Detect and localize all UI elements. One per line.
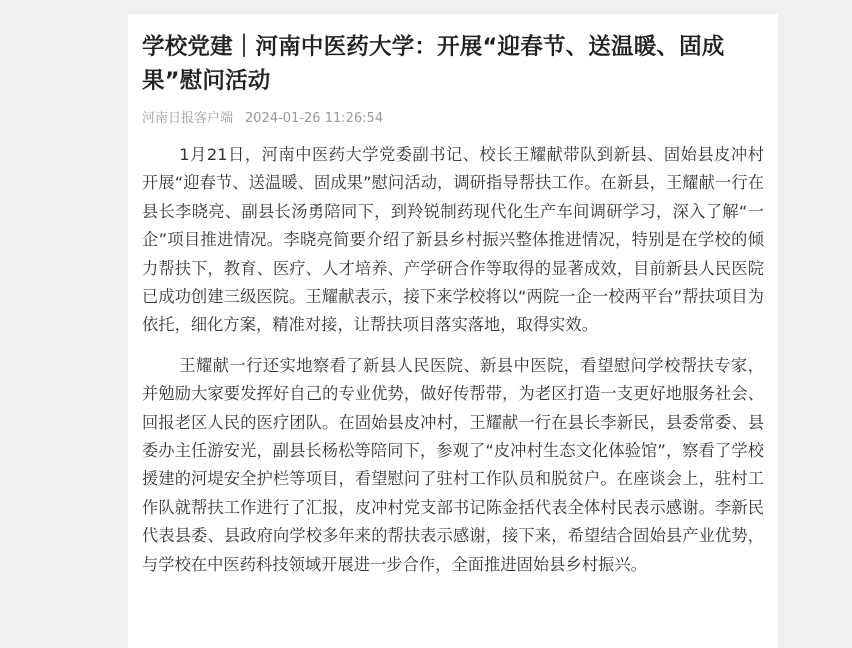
article-body xyxy=(142,141,764,579)
article-card xyxy=(128,14,778,648)
article-meta xyxy=(142,110,764,128)
article-date: 2024-01-26 11:26:54 xyxy=(245,111,384,126)
article-paragraph: 王耀献一行还实地察看了新县人民医院、新县中医院，看望慰问学校帮扶专家，并勉励大家要发挥好自己的专业优势，做好传帮带，为老区打造一支更好地服务社会、回报老区人民的医疗团队。在固始县皮冲村，王耀献一行在县长李新民，县委常委、县委办主任游安光，副县长杨松等陪同下，参观了“皮冲村生态文化体验馆”，察看了学校援建的河堤安全护栏等项目，看望慰问了驻村工作队员和脱贫户。在座谈会上，驻村工作队就帮扶工作进行了汇报，皮冲村党支部书记陈金括代表全体村民表示感谢。李新民代表县委、县政府向学校多年来的帮扶表示感谢，接下来，希望结合固始县产业优势，与学校在中医药科技领域开展进一步合作，全面推进固始县乡村振兴。 xyxy=(142,355,764,574)
article-paragraph: 1月21日，河南中医药大学党委副书记、校长王耀献带队到新县、固始县皮冲村开展“迎春节、送温暖、固成果”慰问活动，调研指导帮扶工作。在新县，王耀献一行在县长李晓亮、副县长汤勇陪同下，到羚锐制药现代化生产车间调研学习，深入了解“一企”项目推进情况。李晓亮简要介绍了新县乡村振兴整体推进情况，特别是在学校的倾力帮扶下，教育、医疗、人才培养、产学研合作等取得的显著成效，目前新县人民医院已成功创建三级医院。王耀献表示，接下来学校将以“两院一企一校两平台”帮扶项目为依托，细化方案，精准对接，让帮扶项目落实落地，取得实效。 xyxy=(142,145,764,335)
article-source[interactable]: 河南日报客户端 xyxy=(142,111,234,126)
article-title: 学校党建｜河南中医药大学：开展“迎春节、送温暖、固成果”慰问活动 xyxy=(142,34,725,94)
